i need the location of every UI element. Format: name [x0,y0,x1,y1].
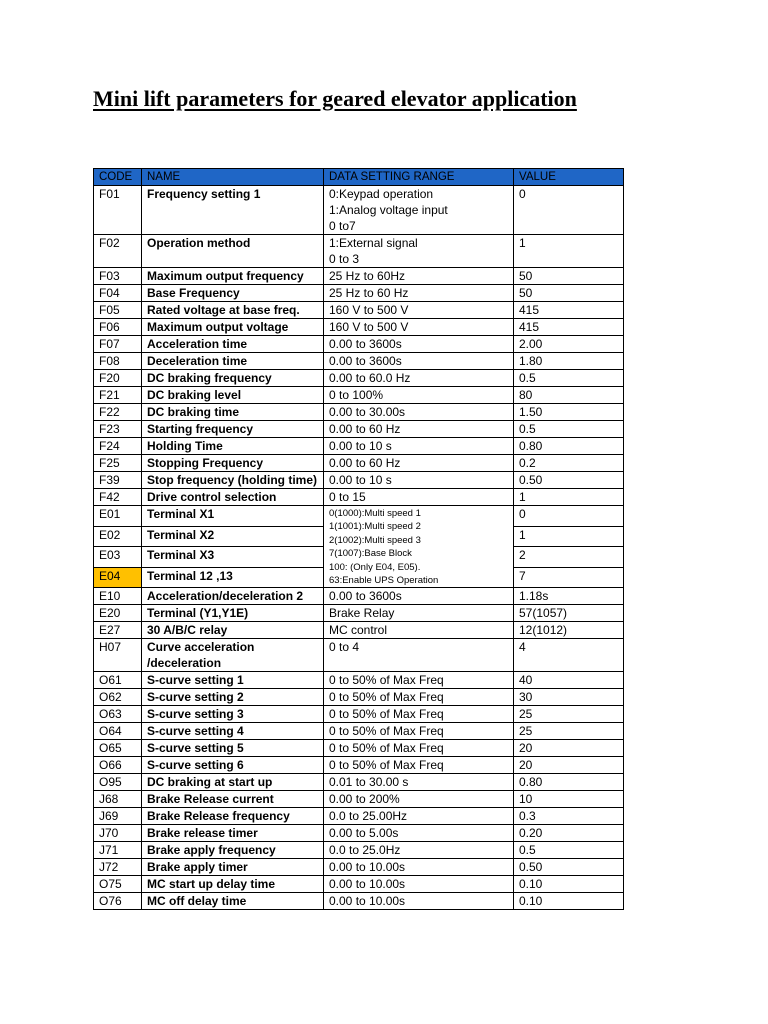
cell-code: F04 [94,285,142,302]
range-line: 0.00 to 10.00s [329,877,406,892]
range-line: 0.00 to 10.00s [329,860,406,875]
range-line: 0 to 50% of Max Freq [329,673,444,688]
terminal-range-line: 7(1007):Base Block [329,548,412,560]
cell-value: 1 [514,489,624,506]
cell-value: 0.80 [514,438,624,455]
cell-code: F03 [94,268,142,285]
range-line: 0 to 50% of Max Freq [329,724,444,739]
header-range: DATA SETTING RANGE [324,169,514,186]
cell-name: Curve acceleration /deceleration [142,639,324,672]
table-row [94,489,624,506]
range-line: 0.00 to 60 Hz [329,422,401,436]
table-body [94,186,624,910]
cell-value: 57(1057) [514,605,624,622]
range-line: 0:Keypad operation [329,187,434,201]
table-row [94,859,624,876]
cell-range [324,808,514,825]
parameters-table [93,168,624,910]
cell-name: Holding Time [142,438,324,455]
cell-value: 4 [514,639,624,672]
cell-range [324,689,514,706]
cell-name: S-curve setting 3 [142,706,324,723]
cell-name: Frequency setting 1 [142,186,324,235]
cell-name: Brake apply frequency [142,842,324,859]
cell-name: Brake Release current [142,791,324,808]
cell-range [324,622,514,639]
cell-name: Acceleration/deceleration 2 [142,588,324,605]
cell-value: 10 [514,791,624,808]
table-row [94,506,624,527]
cell-name: DC braking at start up [142,774,324,791]
cell-name: Brake apply timer [142,859,324,876]
cell-range [324,740,514,757]
table-row [94,639,624,672]
cell-name: Operation method [142,235,324,268]
cell-code: J72 [94,859,142,876]
cell-value: 30 [514,689,624,706]
cell-value: 1 [514,526,624,547]
cell-range [324,605,514,622]
cell-code: J68 [94,791,142,808]
cell-code: F05 [94,302,142,319]
cell-value: 0 [514,186,624,235]
cell-value: 0 [514,506,624,527]
cell-name: Starting frequency [142,421,324,438]
cell-value: 40 [514,672,624,689]
cell-name: Terminal X1 [142,506,324,527]
range-line: 1:Analog voltage input [329,203,448,217]
cell-range [324,639,514,672]
cell-name: MC off delay time [142,893,324,910]
cell-code: O66 [94,757,142,774]
page-title: Mini lift parameters for geared elevator application [93,86,577,111]
range-line: 25 Hz to 60Hz [329,269,406,283]
cell-range [324,336,514,353]
cell-value: 20 [514,757,624,774]
cell-range [324,672,514,689]
cell-range [324,268,514,285]
cell-value: 0.10 [514,893,624,910]
table-row [94,438,624,455]
header-name: NAME [142,169,324,186]
table-row [94,302,624,319]
cell-value: 50 [514,285,624,302]
cell-code: E01 [94,506,142,527]
cell-value: 1.50 [514,404,624,421]
cell-value: 1.18s [514,588,624,605]
terminal-range-line: 63:Enable UPS Operation [329,575,439,587]
cell-range [324,472,514,489]
cell-name: Drive control selection [142,489,324,506]
cell-value: 80 [514,387,624,404]
cell-range [324,791,514,808]
cell-value: 0.20 [514,825,624,842]
cell-range [324,588,514,605]
range-line: 0.00 to 10.00s [329,894,406,909]
cell-value: 415 [514,319,624,336]
cell-value: 1.80 [514,353,624,370]
cell-name: Deceleration time [142,353,324,370]
table-row [94,893,624,910]
cell-value: 2.00 [514,336,624,353]
cell-code: F25 [94,455,142,472]
cell-name: Terminal X3 [142,547,324,568]
range-line: 0.00 to 3600s [329,337,402,351]
range-line: 0.0 to 25.0Hz [329,843,401,858]
cell-value: 0.3 [514,808,624,825]
terminal-range-line: 100: (Only E04, E05). [329,561,421,573]
cell-range [324,404,514,421]
cell-code: J70 [94,825,142,842]
cell-range [324,235,514,268]
table-row [94,353,624,370]
cell-value: 25 [514,706,624,723]
cell-name: Terminal 12 ,13 [142,567,324,588]
header-code: CODE [94,169,142,186]
table-row [94,622,624,639]
cell-value: 0.5 [514,370,624,387]
terminal-range-line: 1(1001):Multi speed 2 [329,521,421,533]
cell-code: F22 [94,404,142,421]
table-row [94,370,624,387]
cell-name: Acceleration time [142,336,324,353]
cell-code: F23 [94,421,142,438]
cell-name: DC braking time [142,404,324,421]
cell-code: E03 [94,547,142,568]
cell-value: 0.5 [514,421,624,438]
cell-value: 1 [514,235,624,268]
cell-value: 7 [514,567,624,588]
range-line: 0 to 100% [329,388,384,402]
table-row [94,235,624,268]
cell-range [324,319,514,336]
cell-code: O65 [94,740,142,757]
cell-code: E04 [94,567,142,588]
cell-range [324,859,514,876]
cell-range [324,353,514,370]
cell-value: 12(1012) [514,622,624,639]
header-value: VALUE [514,169,624,186]
cell-range [324,842,514,859]
table-row [94,740,624,757]
range-line: 0.00 to 30.00s [329,405,406,419]
table-row [94,774,624,791]
range-line: 0.00 to 60 Hz [329,456,401,470]
cell-code: F08 [94,353,142,370]
cell-code: F24 [94,438,142,455]
cell-code: O62 [94,689,142,706]
cell-name: Rated voltage at base freq. [142,302,324,319]
cell-name: S-curve setting 2 [142,689,324,706]
cell-value: 25 [514,723,624,740]
cell-name: S-curve setting 4 [142,723,324,740]
cell-value: 415 [514,302,624,319]
range-line: 160 V to 500 V [329,303,409,317]
range-line: 0 to 50% of Max Freq [329,741,444,756]
cell-value: 20 [514,740,624,757]
cell-range [324,774,514,791]
cell-name: Brake release timer [142,825,324,842]
cell-range [324,706,514,723]
range-line: 0.00 to 60.0 Hz [329,371,411,385]
cell-range [324,893,514,910]
cell-code: E02 [94,526,142,547]
range-line: 0 to 3 [329,252,360,266]
cell-value: 0.5 [514,842,624,859]
cell-range [324,186,514,235]
cell-name: Maximum output frequency [142,268,324,285]
cell-value: 2 [514,547,624,568]
cell-range [324,455,514,472]
table-row [94,387,624,404]
range-line: 0 to 50% of Max Freq [329,707,444,722]
cell-code: O61 [94,672,142,689]
cell-range [324,370,514,387]
cell-value: 0.50 [514,859,624,876]
table-header-row [94,169,624,186]
table-row [94,336,624,353]
table-row [94,825,624,842]
cell-range [324,489,514,506]
range-line: 0 to 50% of Max Freq [329,690,444,705]
terminal-range-line: 0(1000):Multi speed 1 [329,508,421,519]
table-row [94,757,624,774]
range-line: 25 Hz to 60 Hz [329,286,409,300]
cell-name: Terminal (Y1,Y1E) [142,605,324,622]
cell-range [324,825,514,842]
range-line: 0.00 to 10 s [329,439,392,453]
range-line: 0 to 4 [329,640,360,655]
range-line: 0.01 to 30.00 s [329,775,409,790]
cell-code: E27 [94,622,142,639]
cell-range [324,387,514,404]
range-line: 1:External signal [329,236,418,250]
range-line: 0.0 to 25.00Hz [329,809,408,824]
cell-code: F02 [94,235,142,268]
table-row [94,421,624,438]
cell-code: H07 [94,639,142,672]
table-row [94,706,624,723]
range-line: 0.00 to 3600s [329,589,402,604]
cell-code: F21 [94,387,142,404]
range-line: 160 V to 500 V [329,320,409,334]
cell-code: F42 [94,489,142,506]
table-row [94,605,624,622]
cell-code: F01 [94,186,142,235]
table-row [94,791,624,808]
cell-name: S-curve setting 1 [142,672,324,689]
table-row [94,319,624,336]
cell-range [324,438,514,455]
cell-code: O64 [94,723,142,740]
range-line: 0 to 15 [329,490,366,504]
cell-code: F39 [94,472,142,489]
cell-value: 0.10 [514,876,624,893]
cell-code: E10 [94,588,142,605]
cell-code: J69 [94,808,142,825]
table-row [94,268,624,285]
cell-name: DC braking level [142,387,324,404]
range-line: 0.00 to 3600s [329,354,402,368]
cell-range [324,876,514,893]
range-line: MC control [329,623,388,638]
cell-value: 0.80 [514,774,624,791]
cell-code: O76 [94,893,142,910]
table-row [94,842,624,859]
cell-code: O63 [94,706,142,723]
table-row [94,876,624,893]
cell-name: Terminal X2 [142,526,324,547]
range-line: 0 to 50% of Max Freq [329,758,444,773]
cell-code: O95 [94,774,142,791]
table-row [94,186,624,235]
table-row [94,472,624,489]
table-row [94,285,624,302]
table-row [94,689,624,706]
table-row [94,455,624,472]
cell-name: Base Frequency [142,285,324,302]
range-line: 0 to7 [329,219,356,233]
cell-value: 50 [514,268,624,285]
cell-name: MC start up delay time [142,876,324,893]
cell-value: 0.50 [514,472,624,489]
range-line: 0.00 to 5.00s [329,826,399,841]
table-row [94,808,624,825]
range-line: Brake Relay [329,606,395,621]
table-row [94,404,624,421]
cell-range [324,723,514,740]
cell-name: Maximum output voltage [142,319,324,336]
cell-name: Stop frequency (holding time) [142,472,324,489]
cell-name: S-curve setting 6 [142,757,324,774]
cell-code: F07 [94,336,142,353]
cell-code: E20 [94,605,142,622]
cell-code: O75 [94,876,142,893]
cell-range-terminals [324,506,514,588]
cell-name: DC braking frequency [142,370,324,387]
cell-name: S-curve setting 5 [142,740,324,757]
cell-range [324,302,514,319]
cell-code: F20 [94,370,142,387]
cell-code: J71 [94,842,142,859]
table-row [94,588,624,605]
range-line: 0.00 to 10 s [329,473,392,487]
table-row [94,672,624,689]
range-line: 0.00 to 200% [329,792,400,807]
cell-name: Brake Release frequency [142,808,324,825]
cell-range [324,285,514,302]
cell-code: F06 [94,319,142,336]
cell-name: Stopping Frequency [142,455,324,472]
cell-name: 30 A/B/C relay [142,622,324,639]
cell-value: 0.2 [514,455,624,472]
cell-range [324,757,514,774]
cell-range [324,421,514,438]
terminal-range-line: 2(1002):Multi speed 3 [329,534,421,546]
table-row [94,723,624,740]
